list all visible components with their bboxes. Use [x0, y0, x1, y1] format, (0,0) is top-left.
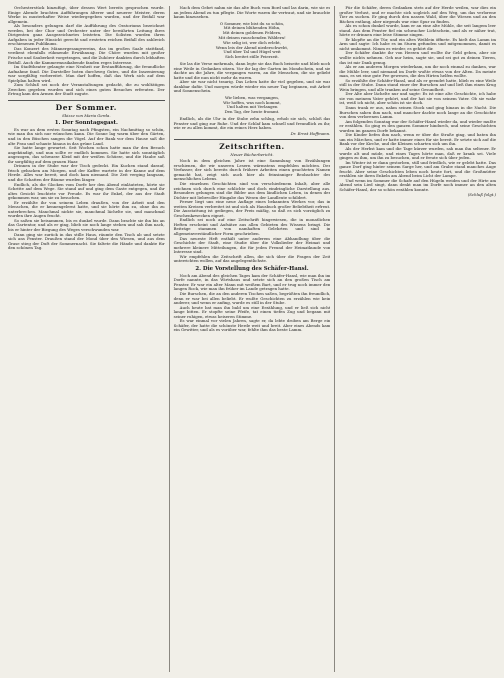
body-paragraph: Es war einmal vor vielen Jahren, sagte er, da lebte droben am Berge ein Schäfer, der hatte die schönste Herde weit und breit. Aber eines Abends kam ein Gewitter, und als es vorüber war, fehlte ihm das beste Lamm. — [173, 318, 331, 333]
body-paragraph: Zum Schluß sei noch der Veranstaltungen gedacht, die zu wohltätigen Zwecken gegeben wurden und sich eines guten Besuches erfreuten. Der Ertrag kam den Armen der Stadt zugute. — [8, 82, 165, 97]
middle-column — [169, 6, 331, 672]
body-paragraph: Drinnen in der Stube war der Tisch gedeckt. Ein Kuchen stand darauf, frisch gebacken am Morgen, und der Kaffee wartete in der Kanne auf dem Herde. Alles war bereit, und doch kam niemand. Die Zeit verging langsam, und die Schatten der Bäume wurden länger. — [8, 163, 165, 182]
poem-block — [174, 22, 331, 60]
poem-line: Mit deinen rauschenden Wäldern! — [218, 35, 286, 41]
body-paragraph: Endlich, als die Glocken vom Dorfe her den Abend einläuteten, hörte sie Schritte auf dem Wege. Sie stand auf und ging dem Gaste entgegen, und ihr altes Gesicht leuchtete vor Freude. Es war ihr Enkel, der aus der Stadt gekommen war, um sie zu besuchen. — [8, 181, 165, 201]
body-paragraph: So erzählte der Schäfer-Hansl, und als er geendet hatte, blieb es eine Weile still in der Stube. Dann stand einer der Burschen auf und ließ ihm einen Krug Wein bringen, und alle tranken auf seine Gesundheit. — [339, 77, 497, 92]
section-heading: Der Sommer. — [55, 102, 118, 112]
section-heading: Zeitschriften. — [219, 142, 285, 152]
body-paragraph: Dann ging sie zurück in das stille Haus, räumte den Tisch ab und setzte sich ans Fenster. Draußen stand der Mond über den Wiesen, und aus dem Grase stieg der Duft der Sommernacht. Sie faltete die Hände und dankte für den schönen Tag. — [8, 231, 165, 251]
left-column — [8, 6, 165, 672]
body-paragraph: Ferner liegt uns eine neue Auflage eines bekannten Werkes vor, das in weiten Kreisen verbreitet ist und sich als Hausbuch großer Beliebtheit erfreut. Die Ausstattung ist gediegen, der Preis mäßig, so daß es sich vorzüglich zu Geschenkzwecken eignet. — [173, 199, 331, 218]
body-paragraph: Das Konzert des Männergesangvereins, das im großen Saale stattfand, verdient ebenfalls rühmende Erwähnung. Die Chöre wurden mit großer Frische und Sauberkeit vorgetragen, und die Zuhörer dankten durch lebhaften Beifall. Auch die Kammermusikabende fanden reges Interesse. — [8, 45, 165, 65]
section-divider — [8, 100, 165, 101]
section-divider — [174, 139, 331, 140]
body-paragraph: Die einzelnen Geschichten sind von verschiedenem Inhalt, aber alle zeichnen sich durch eine schlichte und doch eindringliche Darstellung aus. Besonders gelungen sind die Bilder aus dem ländlichen Leben, in denen der Dichter mit liebevoller Hingabe das Wesen der Landleute schildert. — [173, 180, 331, 200]
body-paragraph: Und wenn im Sommer die Schafe auf den Hügeln weiden und der Hirte am Abend sein Lied singt, dann denkt man im Dorfe noch immer an den alten Schäfer-Hansl, der so schön erzählen konnte. — [339, 177, 497, 192]
poem-line: Sich breitet stille Feierzeit. — [225, 54, 279, 60]
body-paragraph: Er erzählte ihr von seinem Leben draußen, von der Arbeit und den Menschen, die er kennengelernt hatte, und sie hörte ihm zu, ohne ihn zu unterbrechen. Manchmal nickte sie, manchmal lächelte sie, und manchmal wurden ihre Augen feucht. — [8, 199, 165, 219]
right-column — [334, 6, 496, 672]
body-paragraph: Die Kinder liefen ihm nach, wenn er über die Straße ging, und baten ihn um ein Märchen, und er hatte immer eines für sie bereit. Er setzte sich auf die Bank vor der Kirche, und die Kleinen scharten sich um ihn. — [339, 132, 497, 147]
body-paragraph: So saßen sie beisammen, bis es dunkel wurde. Dann brachte sie ihn bis an das Gartentor, und als er ging, blieb sie noch lange stehen und sah ihm nach, bis er hinter der Biegung des Weges verschwunden war. — [8, 217, 165, 232]
body-paragraph: Als er am anderen Morgen wiederkam, um ihr noch einmal zu danken, war die Mühle leer, und niemand im Dorfe wußte etwas von der Alten. Da meinte man, es sei eine gute Fee gewesen, die den Hirten helfen wollte. — [339, 64, 497, 79]
body-paragraph: Noch in dem gleichen Jahre ist eine Sammlung von Erzählungen erschienen, die wir unseren Lesern wärmstens empfehlen möchten. Der Verfasser, der sich bereits durch frühere Arbeiten einen geachteten Namen gemacht hat, zeigt sich auch hier als feinsinniger Beobachter des menschlichen Lebens. — [173, 158, 331, 182]
poem-line: Wir lieben, was vergangen, — [225, 94, 279, 100]
body-paragraph: Aber sie war nicht traurig. Das Leben hatte ihr viel gegeben, und sie war dankbar dafür. Und morgen würde wieder ein neuer Tag beginnen, mit Arbeit und Sonnenschein. — [173, 79, 331, 94]
body-paragraph: Orchesterstück hinzufügt, über dessen Wert bereits gesprochen wurde. Einige Abende brachten Aufführungen älterer und neuerer Meister, deren Werke in musterhafter Weise wiedergegeben wurden, und der Beifall war allgemein. — [8, 6, 165, 24]
body-paragraph: Der Alte aber lächelte nur und sagte: Es ist eine alte Geschichte, ich habe sie von meinem Vater gehört, und der hat sie von seinem Vater. Ob sie wahr ist, weiß ich nicht, aber schön ist sie doch. — [339, 91, 497, 106]
section-byline: Neuer Bücherbericht. — [230, 152, 274, 158]
body-paragraph: Der Schäfer dankte ihr von Herzen und wollte ihr Geld geben, aber sie wollte nichts nehmen. Geh nur heim, sagte sie, und sei gut zu deinen Tieren, das ist mir Dank genug. — [339, 50, 497, 65]
body-paragraph: Sie hatte lange gewartet. Seit Wochen schon hatte man ihr den Besuch angekündigt, und nun sollte er endlich kommen. Sie hatte sich sonntäglich angezogen, das schwarze Kleid mit der weißen Schürze, und die Haube saß ihr sorgfältig auf dem grauen Haar. — [8, 145, 165, 164]
body-paragraph: Als der Herbst kam und die Tage kürzer wurden, sah man ihn seltener. Er wurde alt und müde, und eines Tages hörte man, daß er krank sei. Viele gingen zu ihm, um ihn zu besuchen, und er freute sich über jeden. — [339, 145, 497, 161]
body-paragraph: Dann trank er aus, nahm seinen Stock und ging hinaus in die Nacht. Die Burschen sahen ihm nach, und mancher dachte noch lange an die Geschichte von dem verlorenen Lamm. — [339, 105, 497, 120]
body-paragraph: Als besonders gelungen darf die Aufführung des Oratoriums bezeichnet werden, bei der Chor und Orchester unter der bewährten Leitung ihres Dirigenten ganz Ausgezeichnetes leisteten. Die Solisten wurden ihren Aufgaben in jeder Hinsicht gerecht und ernteten reichen Beifall des zahlreich erschienenen Publikums. — [8, 23, 165, 47]
section-byline: Skizze von Maria Gerda. — [62, 112, 111, 118]
body-paragraph: Das neueste Heft enthält unter anderem eine Abhandlung über die Geschichte der Stadt, eine Studie über die Volkslieder der Heimat und mehrere kleinere Mitteilungen, die für jeden Freund der Heimatkunde von Interesse sind. — [173, 235, 331, 255]
poem-line: Mit deinen goldenen Feldern, — [222, 30, 282, 36]
poem-line: Und halten mit Verlangen — [226, 104, 278, 110]
body-paragraph: Als es schon dunkel wurde, kam er an eine alte Mühle, die seit langem leer stand. Aus dem Fenster fiel ein schwacher Lichtschein, und als er näher trat, hörte er drinnen eine leise Stimme singen. — [339, 23, 497, 38]
body-paragraph: Die Burschen, die an den anderen Tischen saßen, begrüßten ihn freundlich, denn er war bei allen beliebt. Er wußte Geschichten zu erzählen wie kein anderer, und wenn er anfing, wurde es still in der Stube. — [173, 290, 331, 306]
chapter-heading: 1. Der Sonntagsgast. — [54, 119, 118, 126]
poem-line: Wenn leis der Abend niederschwebt, — [215, 44, 289, 50]
poem-line: Und über Tal und Hügel weit — [223, 49, 281, 55]
body-paragraph: Sie las die Verse mehrmals, dann legte sie das Buch beiseite und blieb noch eine Weile in Gedanken sitzen. Vor ihr lag der Garten im Mondschein, und sie dachte an die Jahre, die vergangen waren, an die Menschen, die sie geliebt hatte und die nun nicht mehr da waren. — [173, 61, 331, 80]
body-paragraph: Nach dem Gebet nahm sie das alte Buch vom Bord und las darin, wie sie es an jedem Abend zu tun pflegte. Die Worte waren ihr vertraut, und sie brauchte kaum hinzusehen. — [173, 6, 331, 20]
body-paragraph: Wir empfehlen die Zeitschrift allen, die sich über die Fragen der Zeit unterrichten wollen, auf das angelegentlichste. — [173, 253, 331, 264]
chapter-heading: 2. Die Vorstellung des Schäfer-Hansl. — [195, 265, 309, 272]
body-paragraph: Endlich sei noch auf eine Zeitschrift hingewiesen, die in monatlichen Heften erscheint und Aufsätze aus allen Gebieten des Wissens bringt. Die Beiträge stammen von namhaften Gelehrten und sind in allgemeinverständlicher Form geschrieben. — [173, 217, 331, 236]
poem-line: Mit deinen blühenden Höhn, — [223, 25, 281, 31]
body-paragraph: Für die Schäfer, deren Gedanken stets auf der Herde weilen, war dies ein großer Verlust, und er machte sich sogleich auf den Weg, um das verlorene Tier zu suchen. Er ging durch den nassen Wald, über die Wiesen und an den Bächen entlang, aber nirgends war eine Spur zu finden. — [339, 6, 497, 24]
body-paragraph: Im Winter ist er dann gestorben, still und friedlich, wie er gelebt hatte. Das ganze Dorf ging hinter seinem Sarge her, und am Grabe stand manches Auge feucht. Aber seine Geschichten leben noch heute fort, und die Großmütter erzählen sie ihren Enkeln am Abend beim Licht der Lampe. — [339, 159, 497, 179]
column-container — [8, 6, 496, 672]
body-paragraph: Es war an dem ersten Sonntag nach Pfingsten, ein Nachmittag so schön, wie man ihn sich nur wünschen kann. Die Sonne lag warm über den Gärten, und in den Büschen sangen die Vögel. Auf der Bank vor dem Hause saß die alte Frau und schaute hinaus in das grüne Land. — [8, 126, 165, 146]
body-paragraph: Er klopfte an die Tür, und ein altes Weiblein öffnete. Es hielt das Lamm im Arm und sagte: Ich habe es im Sturm gefunden und mitgenommen, damit es nicht umkommt. Nimm es wieder, es gehört dir. — [339, 36, 497, 51]
poem-line: Wie selig ist, wer dich erlebt, — [223, 39, 281, 45]
poem-line: O Sommer, wie bist du so schön, — [219, 20, 285, 26]
body-paragraph: Am folgenden Sonntag war der Schäfer-Hansl wieder da, und wieder mußte er erzählen. So ging es den ganzen Sommer hindurch, und seine Geschichten wurden im ganzen Dorfe bekannt. — [339, 118, 497, 133]
poem-line: Wir hoffen, was noch kommt, — [223, 99, 281, 105]
author-signature: (Schluß folgt.) — [467, 192, 497, 198]
body-paragraph: Im Stadttheater gelangte eine Neuheit zur Erstaufführung, die freundliche Aufnahme fand. Die Darsteller boten durchweg Gutes, und die Inszenierung war sorgfältig vorbereitet. Man darf hoffen, daß das Werk sich auf dem Spielplan halten wird. — [8, 64, 165, 83]
body-paragraph: Endlich, als die Uhr in der Stube zehn schlug, erhob sie sich, schloß das Fenster und ging zur Ruhe. Und der Schlaf kam schnell und freundlich zu ihr, wie er zu allen kommt, die ein reines Herz haben. — [173, 116, 331, 131]
author-signature: Dr. Ernst Hoffmann. — [290, 130, 331, 136]
body-paragraph: Auch heute bat man ihn bald um eine Erzählung, und er ließ sich nicht lange bitten. Er stopfte seine Pfeife, tat einen tiefen Zug und begann mit seiner ruhigen, etwas heiseren Stimme. — [173, 304, 331, 319]
poem-line: Den Tag, der heute frommt. — [224, 109, 280, 115]
poem-block — [174, 96, 331, 115]
body-paragraph: Noch am Abend des gleichen Tages kam der Schäfer-Hansl, wie man ihn im Dorfe nannte, in das Wirtshaus und setzte sich an den großen Tisch am Fenster. Er war ein alter Mann mit weißem Bart, und er trug noch immer den langen Rock, wie man ihn früher im Lande getragen hatte. — [173, 272, 331, 292]
